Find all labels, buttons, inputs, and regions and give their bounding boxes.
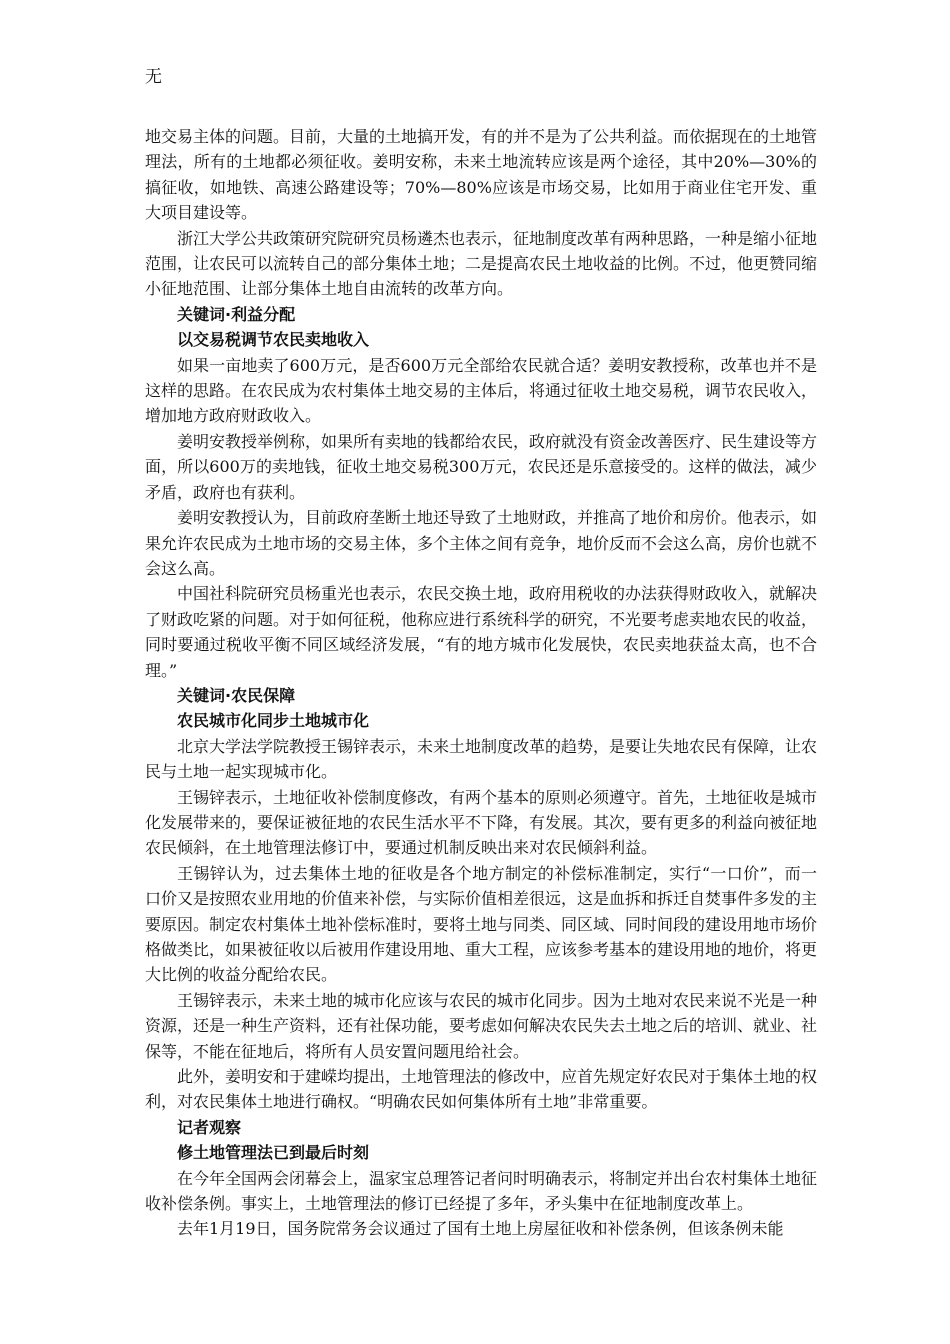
- paragraph: 如果一亩地卖了600万元，是否600万元全部给农民就合适？姜明安教授称，改革也并不是这样的思路。在农民成为农村集体土地交易的主体后，将通过征收土地交易税，调节农民收入，增加地方政府财政收入。: [145, 355, 818, 426]
- section-heading: 农民城市化同步土地城市化: [177, 711, 370, 731]
- section-heading: 关键词·利益分配: [177, 304, 296, 324]
- paragraph: 北京大学法学院教授王锡锌表示，未来土地制度改革的趋势，是要让失地农民有保障，让农民与土地一起实现城市化。: [145, 736, 818, 782]
- section-heading: 关键词·农民保障: [177, 685, 296, 705]
- paragraph: 在今年全国两会闭幕会上，温家宝总理答记者问时明确表示，将制定并出台农村集体土地征收补偿条例。事实上，土地管理法的修订已经提了多年，矛头集中在征地制度改革上。: [145, 1168, 818, 1214]
- paragraph: 中国社科院研究员杨重光也表示，农民交换土地，政府用税收的办法获得财政收入，就解决了财政吃紧的问题。对于如何征税，他称应进行系统科学的研究，不光要考虑卖地农民的收益，同时要通过税收平衡不同区域经济发展，“有的地方城市化发展快，农民卖地获益太高，也不合理。”: [145, 584, 818, 680]
- paragraph: 姜明安教授认为，目前政府垄断土地还导致了土地财政，并推高了地价和房价。他表示，如果允许农民成为土地市场的交易主体，多个主体之间有竞争，地价反而不会这么高，房价也就不会这么高。: [145, 508, 818, 578]
- article-body: [145, 124, 817, 1242]
- paragraph: 姜明安教授举例称，如果所有卖地的钱都给农民，政府就没有资金改善医疗、民生建设等方面，所以600万的卖地钱，征收土地交易税300万元，农民还是乐意接受的。这样的做法，减少矛盾，政府也有获利。: [145, 431, 818, 502]
- section-heading: 以交易税调节农民卖地收入: [177, 330, 370, 350]
- page-header: 无: [145, 67, 162, 87]
- paragraph: 浙江大学公共政策研究院研究员杨遴杰也表示，征地制度改革有两种思路，一种是缩小征地范围，让农民可以流转自己的部分集体土地；二是提高农民土地收益的比例。不过，他更赞同缩小征地范围、让部分集体土地自由流转的改革方向。: [145, 228, 818, 299]
- paragraph: 王锡锌表示，未来土地的城市化应该与农民的城市化同步。因为土地对农民来说不光是一种资源，还是一种生产资料，还有社保功能，要考虑如何解决农民失去土地之后的培训、就业、社保等，不能在征地后，将所有人员安置问题甩给社会。: [145, 990, 818, 1061]
- paragraph: 王锡锌表示，土地征收补偿制度修改，有两个基本的原则必须遵守。首先，土地征收是城市化发展带来的，要保证被征地的农民生活水平不下降，有发展。其次，要有更多的利益向被征地农民倾斜，在土地管理法修订中，要通过机制反映出来对农民倾斜利益。: [145, 787, 818, 858]
- paragraph: 王锡锌认为，过去集体土地的征收是各个地方制定的补偿标准制定，实行“一口价”，而一口价又是按照农业用地的价值来补偿，与实际价值相差很远，这是血拆和拆迁自焚事件多发的主要原因。制定农村集体土地补偿标准时，要将土地与同类、同区域、同时间段的建设用地市场价格做类比，如果被征收以后被用作建设用地、重大工程，应该参考基本的建设用地的地价，将更大比例的收益分配给农民。: [145, 863, 818, 985]
- section-heading: 修土地管理法已到最后时刻: [177, 1143, 370, 1163]
- section-heading: 记者观察: [177, 1117, 242, 1137]
- paragraph: 此外，姜明安和于建嵘均提出，土地管理法的修改中，应首先规定好农民对于集体土地的权利，对农民集体土地进行确权。“明确农民如何集体所有土地”非常重要。: [145, 1067, 818, 1112]
- paragraph: 去年1月19日，国务院常务会议通过了国有土地上房屋征收和补偿条例，但该条例未能: [177, 1219, 784, 1239]
- paragraph: 地交易主体的问题。目前，大量的土地搞开发，有的并不是为了公共利益。而依据现在的土地管理法，所有的土地都必须征收。姜明安称，未来土地流转应该是两个途径，其中20%—30%的搞征收，如地铁、高速公路建设等；70%—80%应该是市场交易，比如用于商业住宅开发、重大项目建设等。: [145, 127, 818, 223]
